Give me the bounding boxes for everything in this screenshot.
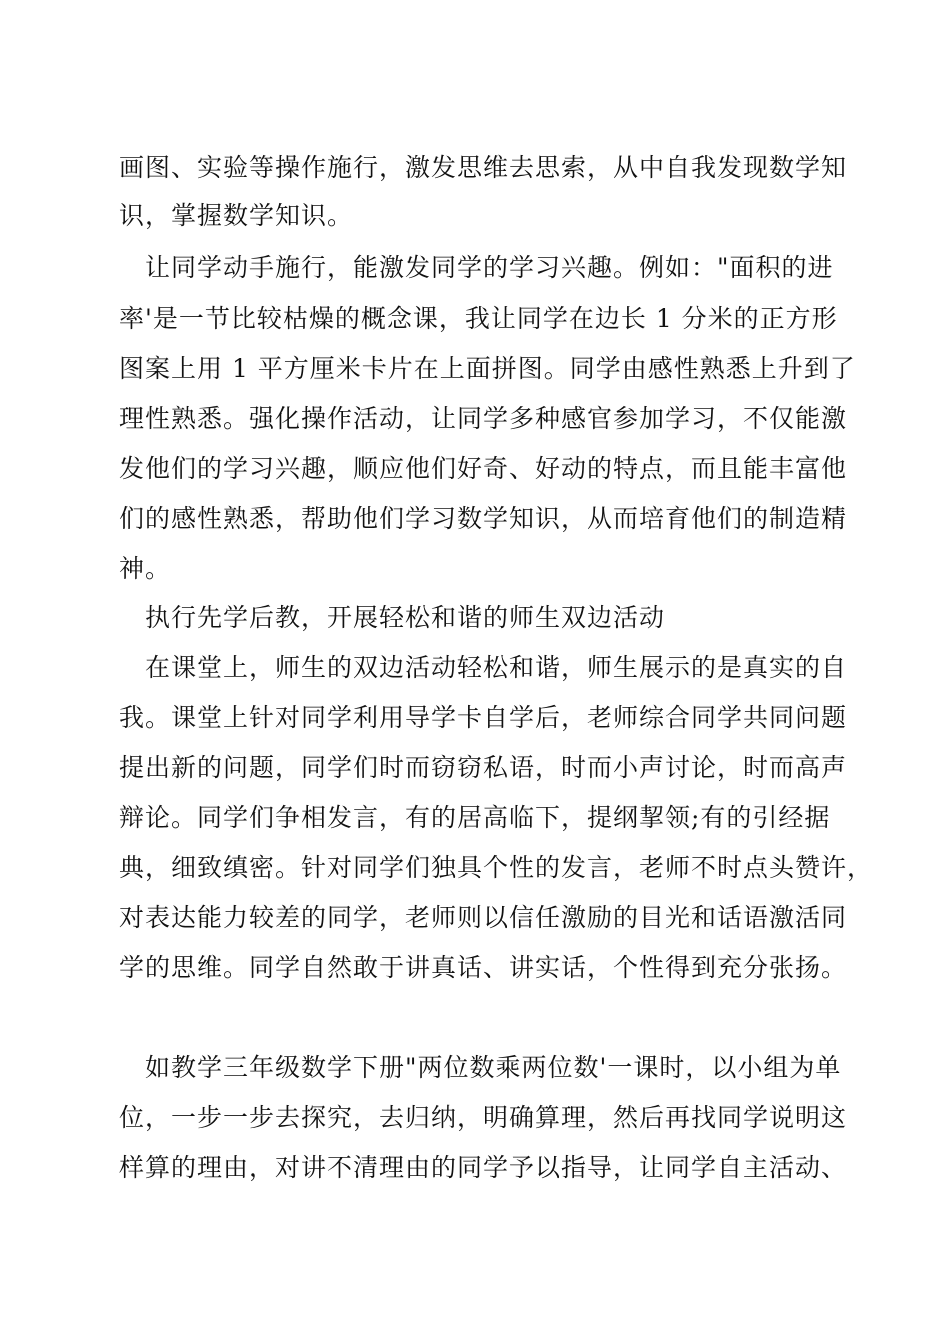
text-line: 神。: [119, 554, 172, 583]
paragraph-start-line: 在课堂上，师生的双边活动轻松和谐，师生展示的是真实的自: [145, 653, 848, 682]
text-line: 识，掌握数学知识。: [119, 201, 354, 230]
text-line: 样算的理由，对讲不清理由的同学予以指导，让同学自主活动、: [119, 1153, 848, 1182]
text-line: 典，细致缜密。针对同学们独具个性的发言，老师不时点头赞许，: [119, 853, 874, 882]
text-line: 我。课堂上针对同学利用导学卡自学后，老师综合同学共同问题: [119, 703, 848, 732]
text-line: 理性熟悉。强化操作活动，让同学多种感官参加学习，不仅能激: [119, 404, 848, 433]
text-line: 位，一步一步去探究，去归纳，明确算理，然后再找同学说明这: [119, 1103, 848, 1132]
text-line: 发他们的学习兴趣，顺应他们好奇、好动的特点，而且能丰富他: [119, 454, 848, 483]
paragraph-start-line: 如教学三年级数学下册"两位数乘两位数'一课时，以小组为单: [145, 1053, 842, 1082]
section-heading: 执行先学后教，开展轻松和谐的师生双边活动: [145, 603, 666, 632]
text-line: 图案上用 1 平方厘米卡片在上面拼图。同学由感性熟悉上升到了: [119, 354, 856, 383]
text-line: 对表达能力较差的同学，老师则以信任激励的目光和话语激活同: [119, 903, 848, 932]
text-line: 学的思维。同学自然敢于讲真话、讲实话，个性得到充分张扬。: [119, 953, 848, 982]
text-line: 辩论。同学们争相发言，有的居高临下，提纲挈领;有的引经据: [119, 803, 831, 832]
text-line: 画图、实验等操作施行，激发思维去思索，从中自我发现数学知: [119, 153, 848, 182]
paragraph-start-line: 让同学动手施行，能激发同学的学习兴趣。例如："面积的进: [145, 253, 834, 282]
text-line: 们的感性熟悉，帮助他们学习数学知识，从而培育他们的制造精: [119, 504, 848, 533]
text-line: 提出新的问题，同学们时而窃窃私语，时而小声讨论，时而高声: [119, 753, 848, 782]
text-line: 率'是一节比较枯燥的概念课，我让同学在边长 1 分米的正方形: [119, 304, 838, 333]
